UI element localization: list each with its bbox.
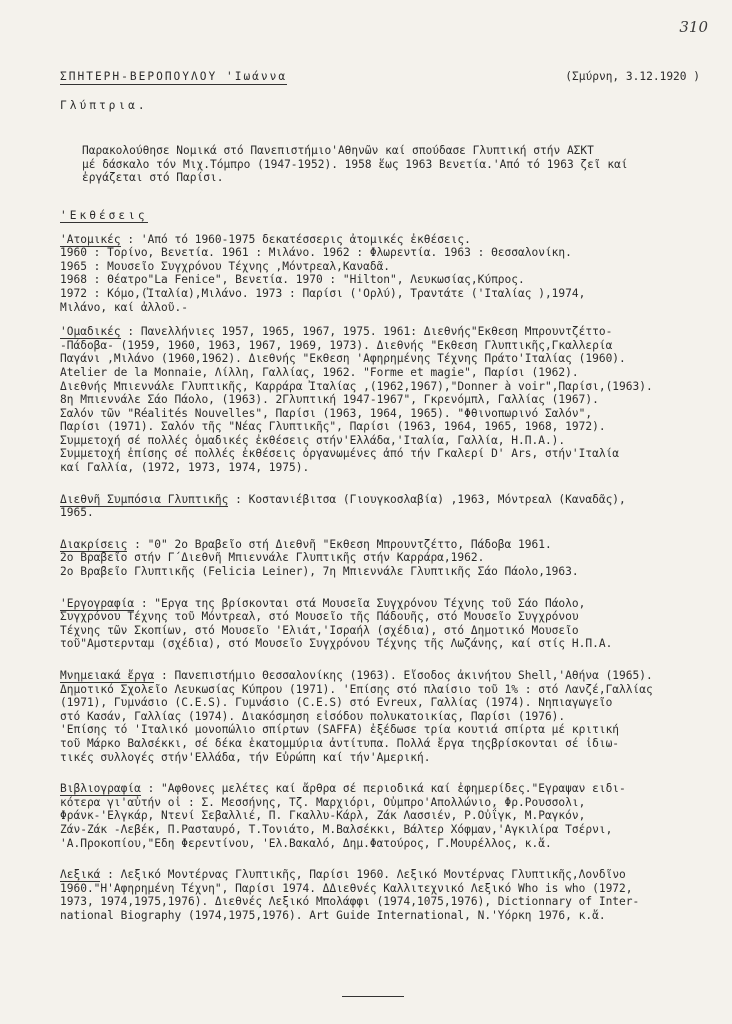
text-line: Σαλόν τῶν "Réalités Nouvelles", Παρίσι (1963, 1964, 1965). "Φθινοπωρινό Σαλόν", (60, 406, 593, 420)
text-line: 1960 : Τορίνο, Βενετία. 1961 : Μιλάνο. 1962 : Φλωρεντία. 1963 : Θεσσαλονίκη. (60, 246, 572, 260)
text-line: τοῦ"Αμστερνταμ (σχέδια), στό Μουσεῖο Συγχρόνου Τέχνης τῆς Λωζάνης, καί στίς Η.Π.Α. (60, 637, 613, 651)
text-line: Συγχρόνου Τέχνης τοῦ Μόντρεαλ, στό Μουσεῖο τῆς Πάδουῆς, στό Μουσεῖο Συγχρόνου (60, 610, 579, 624)
text-line: Διεθνής Μπιεννάλε Γλυπτικῆς, Καρράρα Ἰταλίας ,(1962,1967),"Donner à voir",Παρίσι,(1963). (60, 379, 653, 393)
text-line: -Πάδοβα- (1959, 1960, 1963, 1967, 1969, 1973). Διεθνής "Εκθεση Γλυπτικῆς,Γκαλλερία (60, 338, 613, 352)
intro-paragraph (60, 144, 700, 185)
text-line: 8η Μπιεννάλε Σάο Πάολο, (1963). 2Γλυπτική 1947-1967", Γκρενόμπλ, Γαλλίας (1967). (60, 393, 599, 407)
text-line: (1971), Γυμνάσιο (C.E.S). Γυμνάσιο (C.E.S) στό Evreux, Γαλλίας (1974). Νηπιαγωγεῖο (60, 696, 613, 710)
individual-exhibitions (60, 233, 700, 315)
text-line: : 'Από τό 1960-1975 δεκατέσσερις ἀτομικές ἐκθέσεις. (120, 232, 471, 246)
text-line: Atelier de la Monnaie, Λίλλη, Γαλλίας, 1962. "Forme et magie", Παρίσι (1962). (60, 365, 579, 379)
text-line: : Πανεπιστήμιο Θεσσαλονίκης (1963). Εἴσοδος ἀκινήτου Shell,'Αθήνα (1965). (154, 669, 653, 682)
text-line: national Biography (1974,1975,1976). Art Guide International, N.'Υόρκη 1976, κ.ἄ. (60, 908, 606, 922)
text-line: : Λεξικό Μοντέρνας Γλυπτικῆς, Παρίσι 1960. Λεξικό Μοντέρνας Γλυπτικῆς,Λονδῖνο (100, 868, 626, 882)
text-line: Συμμετοχή σέ πολλές ὁμαδικές ἐκθέσεις στήν'Ελλάδα,'Ιταλία, Γαλλία, Η.Π.Α.). (60, 433, 566, 447)
handwritten-page-number: 310 (679, 18, 708, 36)
text-line: Δημοτικό Σχολεῖο Λευκωσίας Κύπρου (1971). 'Επίσης στό πλαίσιο τοῦ 1% : στό Λανζέ,Γαλλίας (60, 682, 653, 696)
birth-info: (Σμύρνη, 3.12.1920 ) (565, 70, 700, 83)
text-line: Φράνκ-'Ελγκάρ, Ντενί Σεβαλλιέ, Π. Γκαλλυ-Κάρλ, Ζάκ Λασσιέν, Ρ.Οὐΐγκ, Μ.Ραγκόν, (60, 809, 586, 823)
awards (60, 538, 700, 579)
monumental-works (60, 669, 700, 764)
section-label: 'Εργογραφία (60, 596, 135, 610)
profession: Γλύπτρια. (60, 98, 148, 112)
group-exhibitions (60, 325, 700, 475)
text-line: Παρίσι (1971). Σαλόν τῆς "Νέας Γλυπτικῆς", Παρίσι (1963, 1964, 1965, 1968, 1972). (60, 420, 606, 434)
text-line: 2ο Βραβεῖο στήν Γ΄Διεθνῆ Μπιεννάλε Γλυπτικῆς στήν Καρράρα,1962. (60, 551, 485, 565)
section-label: Μνημειακά ἔργα (60, 669, 155, 682)
text-line: Μιλάνο, καί ἀλλοῦ.- (60, 300, 188, 314)
text-line: Παγάνι ,Μιλάνο (1960,1962). Διεθνής "Εκθεση 'Αφηρημένης Τέχνης Πράτο'Ιταλίας (1960). (60, 352, 626, 366)
intro-line: Παρακολούθησε Νομικά στό Πανεπιστήμιο'Αθηνῶν καί σπούδασε Γλυπτική στήν ΑΣΚΤ (82, 144, 594, 158)
text-line: 1972 : Κόμο,(Ἰταλία),Μιλάνο. 1973 : Παρίσι ('Ορλύ), Τραντάτε ('Ιταλίας ),1974, (60, 286, 586, 300)
section-label: Διεθνῆ Συμπόσια Γλυπτικῆς (60, 492, 229, 506)
text-line: τοῦ Μάρκο Βαλσέκκι, σέ δέκα ἑκατομμύρια ἀντίτυπα. Πολλά ἔργα τηςβρίσκονται σέ ἰδιω- (60, 736, 620, 750)
exhibitions-title: 'Εκθέσεις (60, 208, 148, 222)
bibliography (60, 782, 700, 850)
text-line: : "Εργα της βρίσκονται στά Μουσεῖα Συγχρόνου Τέχνης τοῦ Σάο Πάολο, (134, 596, 586, 610)
intro-line: μέ δάσκαλο τόν Μιχ.Τόμπρο (1947-1952). 1958 ἕως 1963 Βενετία.'Από τό 1963 ζεῖ καί (82, 157, 628, 171)
section-label: Διακρίσεις (60, 537, 128, 551)
section-label: Βιβλιογραφία (60, 782, 141, 796)
section-label: 'Ατομικές (60, 232, 121, 246)
text-line: : Κοστανιέβιτσα (Γιουγκοσλαβία) ,1963, Μόντρεαλ (Καναδᾶς), (228, 492, 626, 506)
intro-line: ἐργάζεται στό Παρίσι. (82, 171, 224, 185)
text-line: : "Αφθονες μελέτες καί ἄρθρα σέ περιοδικά καί ἐφημερίδες."Εγραψαν ειδι- (140, 782, 626, 796)
section-label: Λεξικά (60, 868, 101, 882)
text-line: 'Επίσης τό 'Ιταλικό μονοπώλιο σπίρτων (SAFFA) ἐξέδωσε τρία κουτιά σπίρτα μέ κριτική (60, 723, 620, 737)
text-line: κότερα γι'αὐτήν οἱ : Σ. Μεσσήνης, Τζ. Μαρχιόρι, Οὐμπρο'Απολλώνιο, Φρ.Ρουσσολι, (60, 795, 586, 809)
text-line: 1973, 1974,1975,1976). Διεθνές Λεξικό Μπολάφφι (1974,1075,1976), Dictionnary of Inter- (60, 895, 640, 909)
end-divider (342, 996, 404, 997)
text-line: 1965. (60, 506, 94, 520)
text-line: 2ο Βραβεῖο Γλυπτικῆς (Felicia Leiner), 7η Μπιεννάλε Γλυπτικῆς Σάο Πάολο,1963. (60, 565, 579, 579)
text-line: : Πανελλήνιες 1957, 1965, 1967, 1975. 1961: Διεθνής"Εκθεση Μπρουντζέττο- (120, 325, 613, 339)
text-line: καί Γαλλία, (1972, 1973, 1974, 1975). (60, 461, 310, 475)
text-line: στό Κασάν, Γαλλίας (1974). Διακόσμηση εἰσόδου πολυκατοικίας, Παρίσι (1976). (60, 709, 566, 723)
entry-heading (60, 70, 700, 85)
text-line: 1960."Η'Αφηρημένη Τέχνη", Παρίσι 1974. ΔΔιεθνές Καλλιτεχνικό Λεξικό Who is who (1972, (60, 881, 633, 895)
text-line: 'Α.Προκοπίου,"Εδη Φερεντίνου, 'Ελ.Βακαλό, Δημ.Φατούρος, Γ.Μουρέλλος, κ.ἄ. (60, 836, 552, 850)
text-line: Συμμετοχή ἐπίσης σέ πολλές ἐκθέσεις ὀργανωμένες ἀπό τήν Γκαλερί D' Ars, στήν'Ιταλία (60, 447, 620, 461)
text-line: τικές συλλογές στήν'Ελλάδα, τήν Εὐρώπη καί τήν'Αμερική. (60, 750, 431, 764)
biography-entry (60, 70, 700, 941)
text-line: Τέχνης τῶν Σκοπίων, στό Μουσεῖο 'Ελιάτ,'Ισραήλ (σχέδια), στό Δημοτικό Μουσεῖο (60, 623, 579, 637)
text-line: 1968 : Θέατρο"La Fenice", Βενετία. 1970 : "Hilton", Λευκωσίας,Κύπρος. (60, 273, 525, 287)
text-line: 1965 : Μουσεῖο Συγχρόνου Τέχνης ,Μόντρεαλ,Καναδᾶ. (60, 259, 391, 273)
artist-name: ΣΠΗΤΕΡΗ-ΒΕΡΟΠΟΥΛΟΥ 'Ιωάννα (60, 70, 288, 83)
symposia (60, 493, 700, 520)
text-line: Ζάν-Ζάκ -Λεβέκ, Π.Ρασταυρό, Τ.Τονιάτο, Μ.Βαλσέκκι, Βάλτερ Χόφμαν,'Αγκιλίρα Τσέρνι, (60, 822, 613, 836)
section-label: 'Ομαδικές (60, 325, 121, 339)
text-line: : "0" 2ο Βραβεῖο στή Διεθνῆ "Εκθεση Μπρουντζέττο, Πάδοβα 1961. (127, 537, 552, 551)
dictionaries (60, 868, 700, 922)
works (60, 597, 700, 651)
